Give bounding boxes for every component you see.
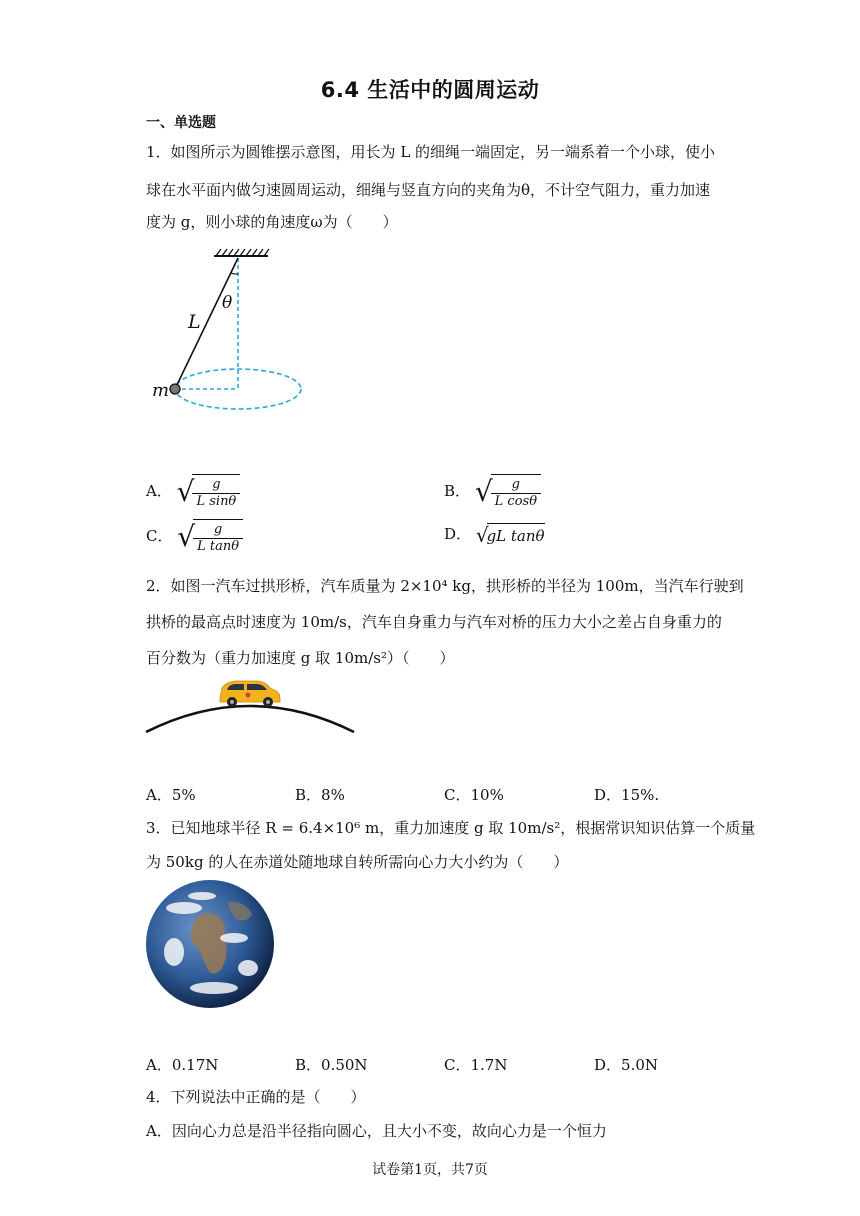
earth-figure <box>144 878 276 1010</box>
q1-line-2: 球在水平面内做匀速圆周运动，细绳与竖直方向的夹角为θ，不计空气阻力，重力加速 <box>146 181 711 199</box>
option-label: B． <box>444 482 471 500</box>
fraction-denominator: L tanθ <box>193 538 243 555</box>
sqrt-body: gL tanθ <box>487 523 545 547</box>
fraction-denominator: L sinθ <box>192 493 240 510</box>
option-label: C． <box>146 527 173 545</box>
label-m: m <box>152 380 170 401</box>
q4-option-a: A．因向心力总是沿半径指向圆心，且大小不变，故向心力是一个恒力 <box>146 1122 607 1140</box>
q1-option-c: C． √ $\frac{g}{\text{L tanθ}}$ <box>146 519 243 555</box>
q3-option-c: C．1.7N <box>444 1056 508 1074</box>
arch-bridge-figure <box>140 672 362 738</box>
q1-option-b: B． √ $\frac{g}{\text{L cosθ}}$ <box>444 474 541 510</box>
label-theta: θ <box>222 293 233 313</box>
fraction-numerator: g <box>213 521 223 537</box>
q3-line-1: 3．已知地球半径 R = 6.4×10⁶ m，重力加速度 g 取 10m/s²，根据常识知识估算一个质量 <box>146 819 756 837</box>
q3-line-2: 为 50kg 的人在赤道处随地球自转所需向心力大小约为（ ） <box>146 853 569 871</box>
fraction-denominator: L cosθ <box>491 493 541 510</box>
conical-pendulum-figure <box>146 246 316 416</box>
q2-option-a: A．5% <box>146 786 196 804</box>
q2-option-c: C．10% <box>444 786 504 804</box>
q1-line-1: 1．如图所示为圆锥摆示意图，用长为 L 的细绳一端固定，另一端系着一个小球，使小 <box>146 143 716 161</box>
section-heading: 一、单选题 <box>146 115 216 131</box>
q2-option-d: D．15%. <box>594 786 660 804</box>
label-L: L <box>188 311 201 333</box>
q3-option-a: A．0.17N <box>146 1056 219 1074</box>
q2-option-b: B．8% <box>295 786 345 804</box>
q3-option-b: B．0.50N <box>295 1056 368 1074</box>
car-icon <box>220 681 280 707</box>
q3-option-d: D．5.0N <box>594 1056 659 1074</box>
fraction-numerator: g <box>212 476 221 492</box>
q1-line-3: 度为 g，则小球的角速度ω为（ ） <box>146 213 398 231</box>
fraction-numerator: g <box>511 476 520 492</box>
option-label: A． <box>146 482 172 500</box>
q2-line-3: 百分数为（重力加速度 g 取 10m/s²）（ ） <box>146 649 455 667</box>
page-footer: 试卷第1页，共7页 <box>372 1162 488 1178</box>
page-title: 6.4 生活中的圆周运动 <box>320 78 540 102</box>
q1-option-d: D． √ gL tanθ <box>444 523 545 547</box>
q2-line-2: 拱桥的最高点时速度为 10m/s，汽车自身重力与汽车对桥的压力大小之差占自身重力的 <box>146 613 722 631</box>
q1-option-a: A． √ $\frac{g}{\text{L sinθ}}$ <box>146 474 240 510</box>
q2-line-1: 2．如图一汽车过拱形桥，汽车质量为 2×10⁴ kg，拱形桥的半径为 100m，当汽车行驶到 <box>146 577 744 595</box>
option-label: D． <box>444 525 472 543</box>
q4-line-1: 4．下列说法中正确的是（ ） <box>146 1088 366 1106</box>
